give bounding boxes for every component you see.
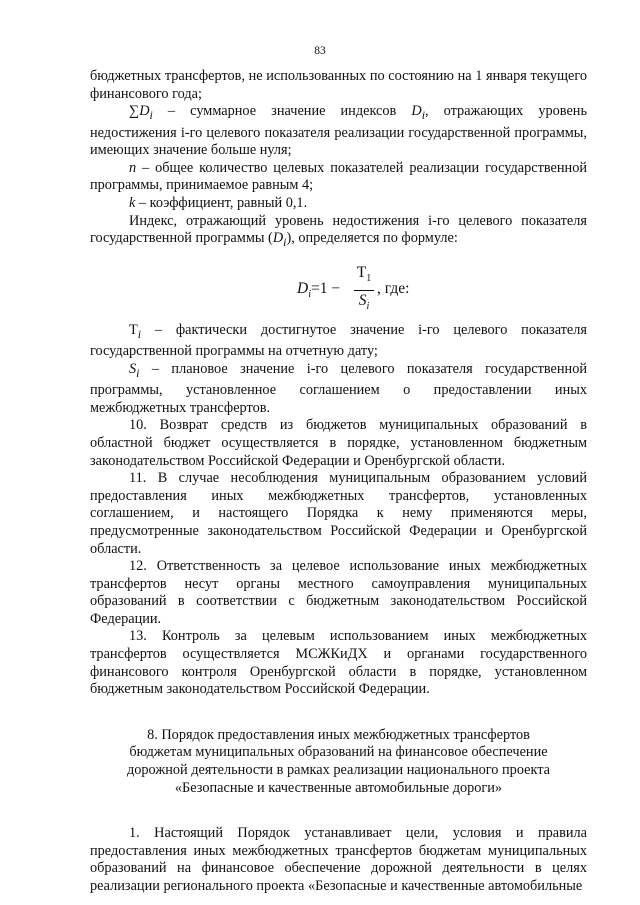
formula (90, 258, 587, 312)
paragraph-index-intro (90, 213, 587, 252)
formula-tail: , где: (377, 279, 410, 297)
section-title (90, 727, 587, 797)
k-var: k (129, 195, 136, 212)
paragraph-s-definition (90, 361, 587, 418)
section-title-line: дорожной деятельности в рамках реализации национального проекта (126, 762, 551, 779)
paragraph-n-definition (90, 160, 587, 195)
page-number: 83 (314, 45, 326, 57)
paragraph-item-12: 12. Ответственность за целевое использование иных межбюджетных трансфертов несут органы местного самоуправления муниципальных образований в соответствии с бюджетным законодательством Российской Федерации. (90, 558, 587, 627)
paragraph-k-definition (90, 195, 587, 213)
sum-subscript: i (149, 108, 153, 123)
fraction-bar (354, 290, 374, 291)
s-subscript: i (136, 365, 140, 380)
t-text: – фактически достигнутое значение i-го целевого показателя государственной программы на отчетную дату; (90, 321, 587, 360)
t-subscript: i (137, 326, 142, 341)
k-text: – коэффициент, равный 0,1. (135, 195, 308, 212)
formula-denominator: $S_i$ (358, 291, 370, 312)
paragraph-t-definition (90, 322, 587, 361)
formula-lhs: $D_i=1$ − (297, 279, 341, 300)
s-text: – плановое значение i-го целевого показателя государственной программы, установленное соглашением о предоставлении иных межбюджетных трансфертов. (90, 360, 587, 416)
paragraph-item-10: 10. Возврат средств из бюджетов муниципальных образований в областной бюджет осуществляется в порядке, установленном бюджетным законодательством Российской Федерации и Оренбургской области. (90, 417, 587, 469)
section-title-line: «Безопасные и качественные автомобильные дороги» (174, 779, 503, 796)
paragraph-sum-definition (90, 103, 587, 160)
sum-symbol: ∑D (129, 103, 150, 120)
sum-text-b: , отражающих уровень недостижения i-го целевого показателя реализации государственной программы, имеющих значение больше нуля; (90, 103, 587, 159)
sum-text-a: – суммарное значение индексов (152, 103, 412, 120)
formula-fraction (354, 264, 374, 316)
paragraph-item-13: 13. Контроль за целевым использованием иных межбюджетных трансфертов осуществляется МСЖКиДХ и органами государственного финансового контроля Оренбургской области в порядке, установленном бюджетным законодательством Российской Федерации. (90, 628, 587, 698)
n-var: n (129, 159, 137, 176)
formula-equals: =1 − (310, 279, 341, 297)
n-text: – общее количество целевых показателей реализации государственной программы, принимаемое равным 4; (90, 159, 587, 194)
paragraph-section-8-item-1: 1. Настоящий Порядок устанавливает цели, условия и правила предоставления иных межбюджетных трансфертов бюджетам муниципальных образований на финансовое обеспечение дорожной деятельности в целях реализации регионального проекта «Безопасные и качественные автомобильные (90, 825, 587, 894)
t-var: T (129, 321, 138, 338)
index-d: D (272, 230, 284, 247)
formula-numerator: $T_1$ (356, 263, 372, 284)
index-text-a: Индекс, отражающий уровень недостижения i-го целевого показателя государственной программы ( (90, 212, 587, 247)
section-title-line: 8. Порядок предоставления иных межбюджетных трансфертов (147, 726, 530, 743)
page-body (90, 68, 587, 896)
index-text-b: ), определяется по формуле: (286, 230, 458, 247)
section-title-line: бюджетам муниципальных образований на финансовое обеспечение (129, 744, 548, 761)
paragraph-item-11: 11. В случае несоблюдения муниципальным образованием условий предоставления иных межбюджетных трансфертов, установленных соглашением, и настоящего Порядка к нему применяются меры, предусмотренные законодательством Российской Федерации и Оренбургской области. (90, 470, 587, 557)
paragraph-continuation: бюджетных трансфертов, не использованных по состоянию на 1 января текущего финансового года; (90, 68, 587, 102)
index-d-subscript: i (283, 235, 287, 250)
s-var: S (129, 360, 137, 377)
sum-d-subscript: i (421, 108, 426, 123)
sum-d: D (411, 103, 422, 120)
